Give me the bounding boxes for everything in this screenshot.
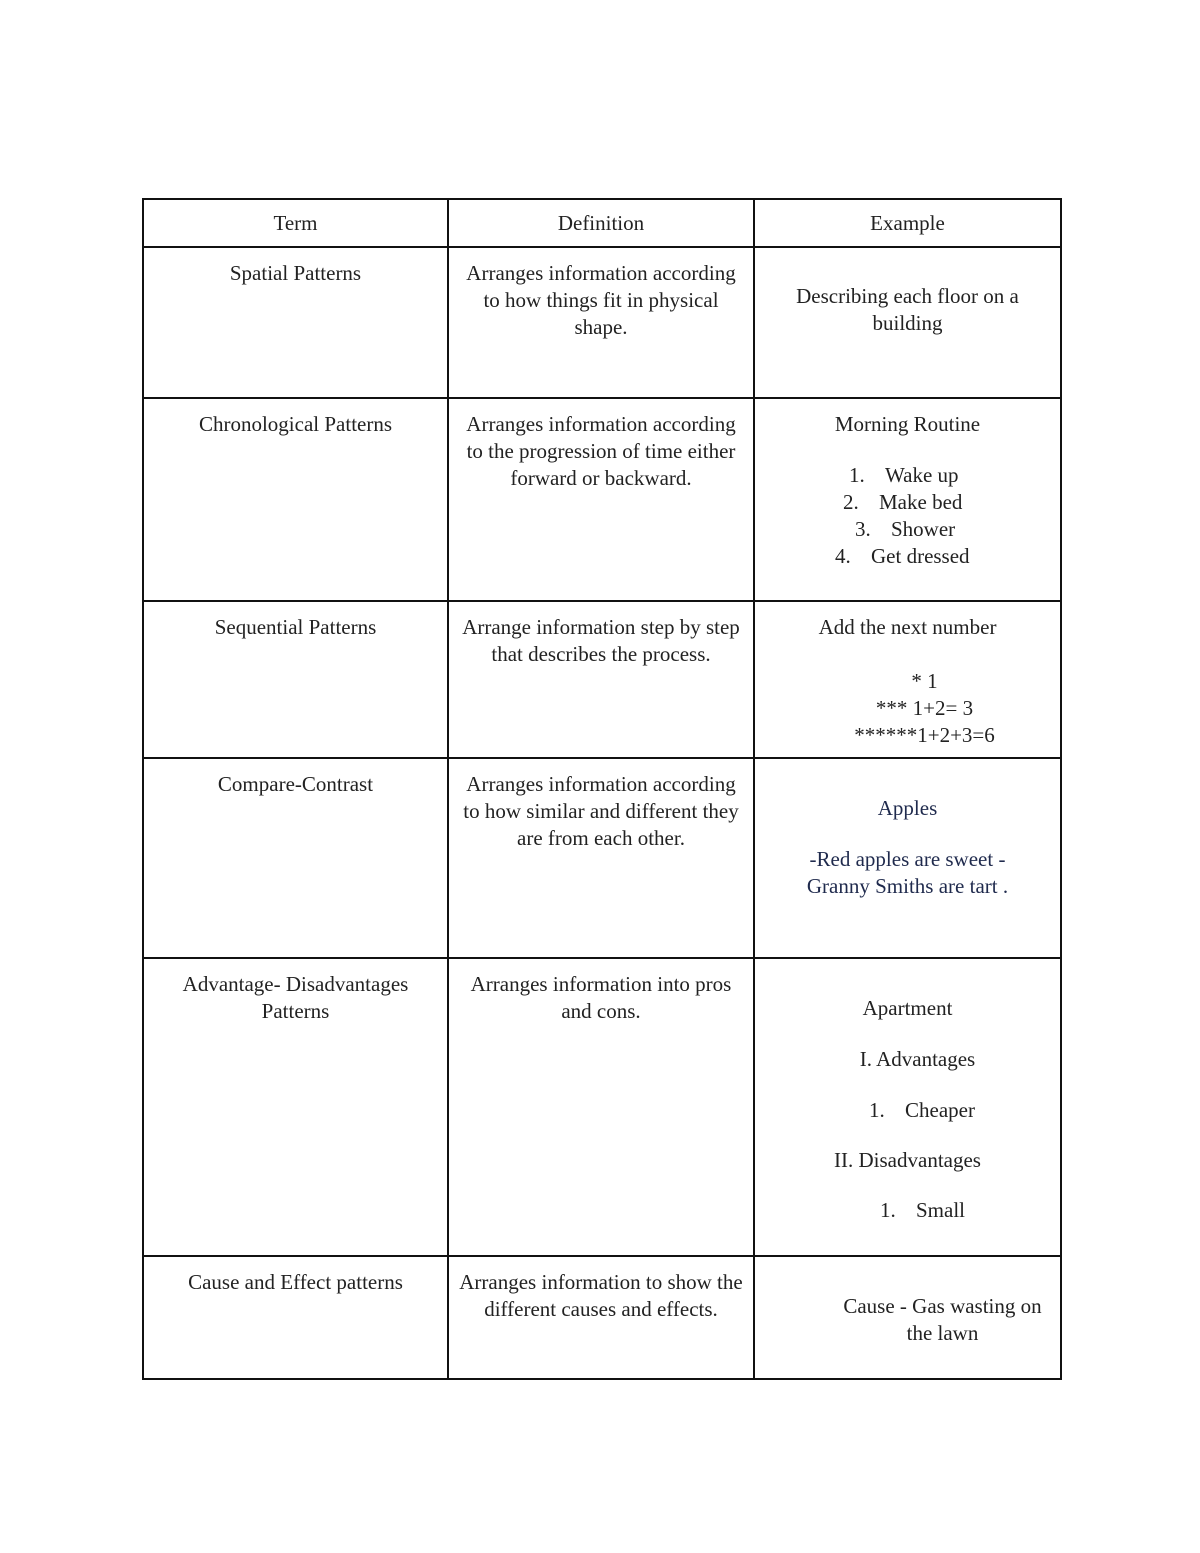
definition-cell: Arranges information into pros and cons.: [448, 958, 754, 1256]
header-example: Example: [754, 199, 1061, 247]
example-line: Granny Smiths are tart .: [806, 874, 1009, 898]
definition-cell: Arranges information according to how things fit in physical shape.: [448, 247, 754, 398]
list-item: 2. Make bed: [843, 490, 963, 514]
table-row: [143, 398, 1061, 601]
header-term: Term: [143, 199, 448, 247]
example-cell: [754, 758, 1061, 958]
example-title: Apples: [877, 796, 938, 820]
term-cell: Spatial Patterns: [143, 247, 448, 398]
table-row: [143, 758, 1061, 958]
table-row: [143, 601, 1061, 758]
patterns-table: [142, 198, 1062, 1380]
list-item: 3. Shower: [855, 517, 956, 541]
example-cell: [754, 1256, 1061, 1379]
definition-cell: Arrange information step by step that describes the process.: [448, 601, 754, 758]
list-item: 4. Get dressed: [835, 544, 970, 568]
list-item: 1. Cheaper: [869, 1098, 975, 1122]
routine-list: [763, 462, 1052, 570]
term-cell: Cause and Effect patterns: [143, 1256, 448, 1379]
header-definition: Definition: [448, 199, 754, 247]
example-title: Apartment: [862, 996, 953, 1020]
term-cell: Sequential Patterns: [143, 601, 448, 758]
advantages-heading: I. Advantages: [859, 1047, 976, 1071]
definition-cell: Arranges information according to how similar and different they are from each other.: [448, 758, 754, 958]
header-row: [143, 199, 1061, 247]
table-row: [143, 958, 1061, 1256]
example-cell: [754, 958, 1061, 1256]
definition-cell: Arranges information according to the progression of time either forward or backward.: [448, 398, 754, 601]
term-cell: Advantage- Disadvantages Patterns: [143, 958, 448, 1256]
example-title: Add the next number: [818, 615, 997, 639]
sequence-line: ******1+2+3=6: [854, 723, 995, 747]
list-item: 1. Small: [880, 1198, 966, 1222]
definition-cell: Arranges information to show the different causes and effects.: [448, 1256, 754, 1379]
table-row: [143, 247, 1061, 398]
term-cell: Compare-Contrast: [143, 758, 448, 958]
table-row: [143, 1256, 1061, 1379]
list-item: 1. Wake up: [849, 463, 959, 487]
disadvantages-heading: II. Disadvantages: [834, 1148, 981, 1172]
term-cell: Chronological Patterns: [143, 398, 448, 601]
example-line: -Red apples are sweet -: [809, 847, 1006, 871]
example-cell: [754, 601, 1061, 758]
example-text: Cause - Gas wasting on the lawn: [843, 1294, 1042, 1345]
example-cell: [754, 247, 1061, 398]
example-text: Describing each floor on a building: [796, 284, 1019, 335]
sequence-line: *** 1+2= 3: [875, 696, 974, 720]
example-cell: [754, 398, 1061, 601]
sequence-line: * 1: [911, 669, 938, 693]
example-title: Morning Routine: [834, 412, 981, 436]
